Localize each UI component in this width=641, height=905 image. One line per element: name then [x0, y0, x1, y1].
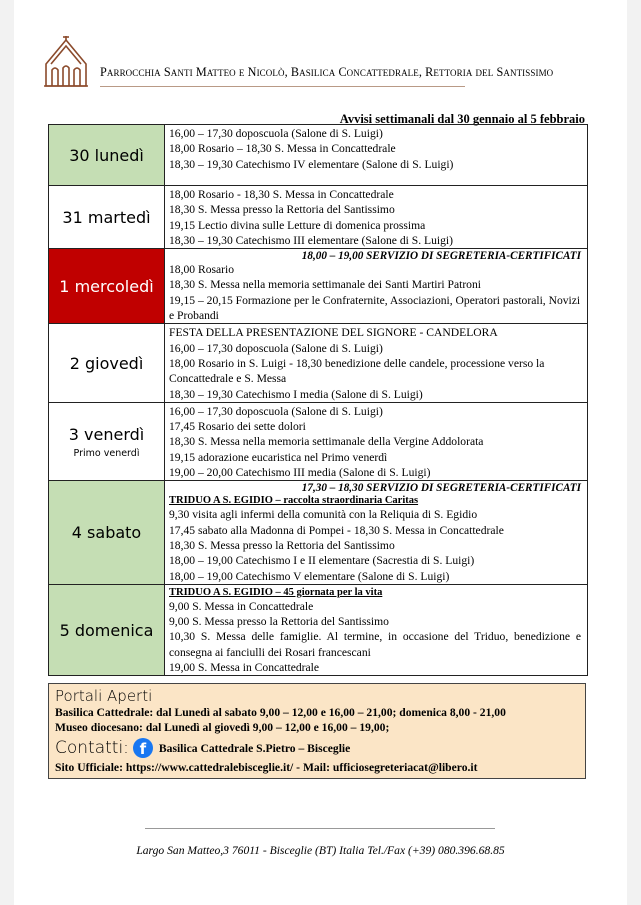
- event-line: 18,30 – 19,30 Catechismo IV elementare (Salone di S. Luigi): [169, 157, 454, 171]
- event-line: 17,45 Rosario dei sette dolori: [169, 420, 306, 434]
- event-line: 19,15 adorazione eucaristica nel Primo venerdì: [169, 450, 388, 464]
- day-cell: 1 mercoledì: [49, 249, 165, 324]
- website-label: Sito Ufficiale:: [55, 761, 123, 774]
- event-line: 17,45 sabato alla Madonna di Pompei - 18,30 S. Messa in Concattedrale: [169, 523, 504, 537]
- event-line: 18,30 S. Messa nella memoria settimanale dei Santi Martiri Patroni: [169, 278, 482, 292]
- events-cell: [165, 186, 588, 249]
- event-line: 18,00 Rosario – 18,30 S. Messa in Concattedrale: [169, 142, 396, 156]
- parish-name: Parrocchia Santi Matteo e Nicolò, Basilica Concattedrale, Rettoria del Santissimo: [100, 65, 554, 79]
- event-line: 18,30 – 19,30 Catechismo I media (Salone di S. Luigi): [169, 387, 423, 401]
- event-line: 18,00 Rosario - 18,30 S. Messa in Concattedrale: [169, 188, 394, 201]
- website-link[interactable]: https://www.cattedralebisceglie.it/: [122, 761, 294, 774]
- event-line: 18,30 S. Messa presso la Rettoria del Santissimo: [169, 203, 395, 217]
- event-line: 16,00 – 17,30 doposcuola (Salone di S. Luigi): [169, 341, 383, 355]
- facebook-icon[interactable]: f: [133, 738, 153, 758]
- header-divider: [100, 86, 465, 87]
- schedule-row: [49, 584, 588, 675]
- event-line: 18,00 – 19,00 Catechismo V elementare (Salone di S. Luigi): [169, 569, 450, 583]
- events-cell: [165, 125, 588, 186]
- event-line: 18,00 – 19,00 Catechismo I e II elementare (Sacrestia di S. Luigi): [169, 554, 475, 568]
- event-line: 18,00 Rosario: [169, 263, 235, 277]
- event-line: 16,00 – 17,30 doposcuola (Salone di S. Luigi): [169, 127, 383, 140]
- event-line: 19,00 – 20,00 Catechismo III media (Salone di S. Luigi): [169, 466, 431, 480]
- event-line: 19,15 – 20,15 Formazione per le Confraternite, Associazioni, Operatori pastorali, Novizi e Probandi: [169, 293, 581, 323]
- schedule-row: [49, 481, 588, 584]
- day-cell: 31 martedì: [49, 186, 165, 249]
- events-cell: [165, 249, 588, 324]
- basilica-hours: [55, 706, 579, 721]
- website-line: [55, 761, 579, 776]
- mail-link[interactable]: ufficiosegreteriacat@libero.it: [329, 761, 478, 774]
- weekly-schedule-table: [48, 124, 588, 676]
- schedule-row: [49, 324, 588, 402]
- footer-divider: [145, 828, 495, 829]
- basilica-logo-icon: [42, 34, 90, 90]
- triduo-heading: TRIDUO A S. EGIDIO – raccolta straordinaria Caritas: [169, 495, 419, 507]
- open-doors-title: Portali Aperti: [55, 687, 153, 705]
- day-cell: 30 lunedì: [49, 125, 165, 186]
- day-cell: 2 giovedì: [49, 324, 165, 402]
- event-line: 18,00 Rosario in S. Luigi - 18,30 benedizione delle candele, processione verso la Concattedrale e S. Messa: [169, 356, 545, 386]
- contacts-row: [55, 735, 579, 761]
- info-box: [48, 683, 586, 779]
- schedule-row: [49, 125, 588, 186]
- event-line: 19,00 S. Messa in Concattedrale: [169, 661, 320, 675]
- events-cell: [165, 481, 588, 584]
- basilica-hours-text: dal Lunedì al sabato 9,00 – 12,00 e 16,00 – 21,00; domenica 8,00 - 21,00: [153, 706, 506, 719]
- museum-hours-text: dal Lunedì al giovedì 9,00 – 12,00 e 16,00 – 19,00;: [142, 720, 390, 734]
- event-line: 9,30 visita agli infermi della comunità con la Reliquia di S. Egidio: [169, 508, 478, 522]
- office-hours-note: 18,00 – 19,00 SERVIZIO DI SEGRETERIA-CERTIFICATI: [301, 250, 581, 263]
- mail-label: - Mail:: [293, 761, 330, 774]
- museum-label: Museo diocesano:: [55, 720, 143, 734]
- events-cell: [165, 402, 588, 480]
- events-cell: [165, 584, 588, 675]
- day-note: Primo venerdì: [73, 447, 140, 459]
- event-line: 9,00 S. Messa presso la Rettoria del Santissimo: [169, 615, 389, 629]
- event-line: 9,00 S. Messa in Concattedrale: [169, 599, 314, 613]
- event-line: 19,15 Lectio divina sulle Letture di domenica prossima: [169, 218, 426, 232]
- triduo-heading: TRIDUO A S. EGIDIO – 45 giornata per la vita: [169, 586, 383, 598]
- event-line: 18,30 S. Messa nella memoria settimanale della Vergine Addolorata: [169, 435, 484, 449]
- event-line: 16,00 – 17,30 doposcuola (Salone di S. Luigi): [169, 404, 383, 418]
- day-cell: 4 sabato: [49, 481, 165, 584]
- event-line: FESTA DELLA PRESENTAZIONE DEL SIGNORE - CANDELORA: [169, 326, 498, 340]
- museum-hours: [55, 721, 579, 736]
- weekly-notices-title: Avvisi settimanali dal 30 gennaio al 5 febbraio: [339, 112, 585, 126]
- contacts-title: Contatti:: [55, 738, 129, 758]
- events-cell: [165, 324, 588, 402]
- event-line: 10,30 S. Messa delle famiglie. Al termine, in occasione del Triduo, benedizione e consegna ai fanciulli dei Rosari francescani: [169, 630, 581, 659]
- event-line: 18,30 S. Messa presso la Rettoria del Santissimo: [169, 538, 395, 552]
- schedule-row: [49, 249, 588, 324]
- day-cell: 5 domenica: [49, 584, 165, 675]
- schedule-row: [49, 186, 588, 249]
- day-cell: [49, 402, 165, 480]
- basilica-label: Basilica Cattedrale:: [55, 706, 154, 719]
- office-hours-note: 17,30 – 18,30 SERVIZIO DI SEGRETERIA-CERTIFICATI: [301, 482, 581, 495]
- schedule-row: [49, 402, 588, 480]
- event-line: 18,30 – 19,30 Catechismo III elementare (Salone di S. Luigi): [169, 233, 453, 247]
- facebook-page-name[interactable]: Basilica Cattedrale S.Pietro – Bisceglie: [158, 741, 351, 755]
- day-label: 3 venerdì: [68, 424, 145, 444]
- footer-address: Largo San Matteo,3 76011 - Bisceglie (BT) Italia Tel./Fax (+39) 080.396.68.85: [136, 844, 505, 857]
